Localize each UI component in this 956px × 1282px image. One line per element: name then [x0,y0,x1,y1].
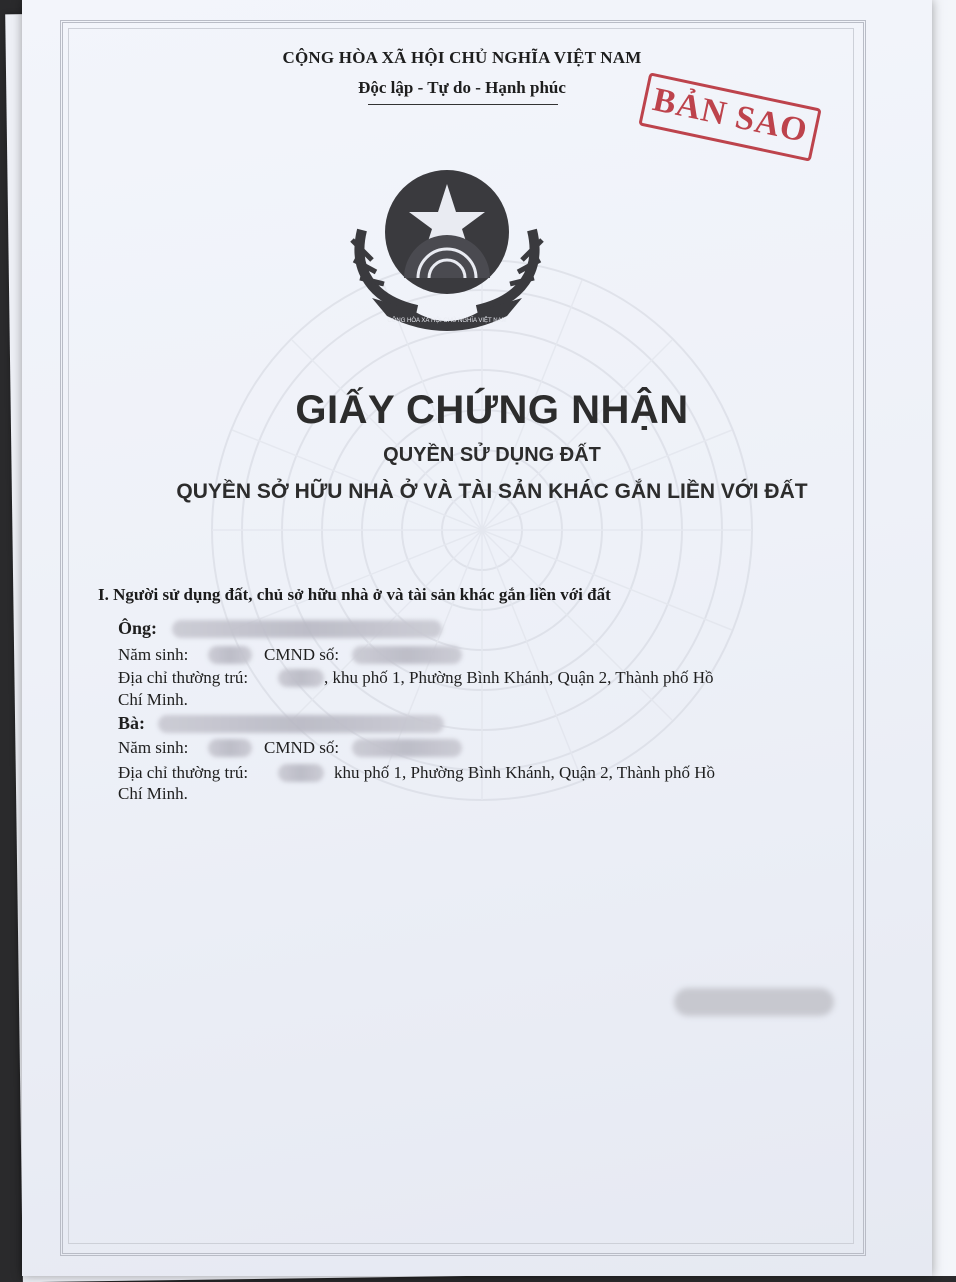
section-heading: I. Người sử dụng đất, chủ sở hữu nhà ở và tài sản khác gắn liền với đất [98,585,611,604]
emblem-ribbon-text: CỘNG HÒA XÃ HỘI CHỦ NGHĨA VIỆT NAM [387,318,507,324]
owner2-addr-line2: Chí Minh. [118,784,188,803]
subtitle-land-use: QUYỀN SỬ DỤNG ĐẤT [383,444,601,466]
country-name: CỘNG HÒA XÃ HỘI CHỦ NGHĨA VIỆT NAM [282,48,642,67]
redacted-serial [674,988,834,1016]
owner1-birth-label: Năm sinh: [118,645,189,664]
owner1-prefix: Ông: [118,618,158,638]
certificate-page [22,0,932,1276]
owner2-birth-label: Năm sinh: [118,738,189,757]
national-emblem-icon [332,160,562,340]
owner1-addr-label: Địa chỉ thường trú: [118,668,249,687]
redacted-birth-year [208,646,252,664]
redacted-name [172,620,442,638]
motto: Độc lập - Tự do - Hạnh phúc [358,78,566,97]
redacted-id-number [352,739,462,757]
owner1-addr-line2: Chí Minh. [118,690,188,709]
redacted-name [158,715,444,733]
header-underline [368,104,558,105]
subtitle-ownership: QUYỀN SỞ HỮU NHÀ Ở VÀ TÀI SẢN KHÁC GẮN LIỀN VỚI ĐẤT [176,480,808,503]
owner2-prefix: Bà: [118,713,145,733]
copy-stamp: BẢN SAO [638,72,821,161]
owner2-addr-line1: khu phố 1, Phường Bình Khánh, Quận 2, Thành phố Hồ [334,763,716,782]
owner1-addr-line1: , khu phố 1, Phường Bình Khánh, Quận 2, Thành phố Hồ [324,668,714,687]
redacted-house-number [278,764,324,782]
owner2-id-label: CMND số: [264,738,340,757]
redacted-birth-year [208,739,252,757]
redacted-id-number [352,646,462,664]
redacted-house-number [278,669,324,687]
owner2-addr-label: Địa chỉ thường trú: [118,763,249,782]
page-title: GIẤY CHỨNG NHẬN [295,388,689,432]
owner1-id-label: CMND số: [264,645,340,664]
